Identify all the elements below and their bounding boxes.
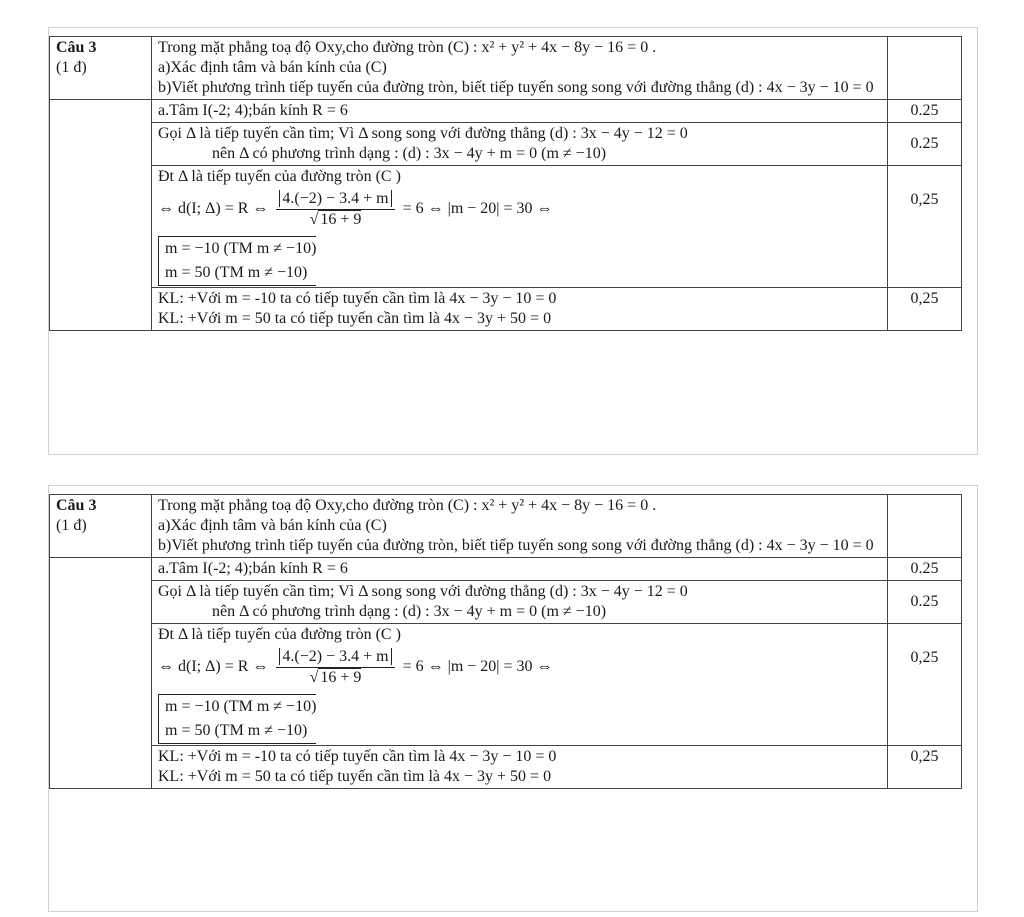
step1-row [50, 123, 962, 166]
question-intro: Trong mặt phẳng toạ độ Oxy,cho đường tròn (C) : x² + y² + 4x − 8y − 16 = 0 . [158, 497, 657, 514]
step2-post: = 6 ⇔ |m − 20| = 30 ⇔ [402, 658, 553, 676]
conclusion-line2: KL: +Với m = 50 ta có tiếp tuyến cần tìm là 4x − 3y + 50 = 0 [158, 310, 552, 327]
step1-cell [152, 123, 888, 166]
step2-row [50, 624, 962, 746]
case-1: m = −10 (TM m ≠ −10) [165, 240, 317, 257]
step2-points: 0,25 [888, 624, 962, 746]
question-points: (1 đ) [56, 517, 87, 534]
answer-a-row [50, 100, 962, 123]
conclusion-points: 0,25 [888, 746, 962, 789]
question-title: Câu 3 [56, 39, 97, 56]
step2-line1: Đt Δ là tiếp tuyến của đường tròn (C ) [158, 168, 401, 185]
conclusion-row [50, 288, 962, 331]
answer-a-row [50, 558, 962, 581]
empty-label-cell [50, 558, 152, 789]
question-row [50, 37, 962, 100]
step2-cell [152, 166, 888, 288]
distance-fraction: $\frac{4.(-2) - 3.4 + m}{√ 16 + 9}$ [276, 647, 394, 688]
question-points-cell [888, 37, 962, 100]
answer-a-points: 0.25 [888, 558, 962, 581]
fraction-numerator: 4.(−2) − 3.4 + m [279, 190, 391, 207]
case-1: m = −10 (TM m ≠ −10) [165, 698, 317, 715]
conclusion-line2: KL: +Với m = 50 ta có tiếp tuyến cần tìm là 4x − 3y + 50 = 0 [158, 768, 552, 785]
question-row [50, 495, 962, 558]
step1-line1: Gọi Δ là tiếp tuyến cần tìm; Vì Δ song song với đường thẳng (d) : 3x − 4y − 12 = 0 [158, 125, 688, 142]
question-part-a: a)Xác định tâm và bán kính của (C) [158, 517, 387, 534]
answer-a-points: 0.25 [888, 100, 962, 123]
step2-row [50, 166, 962, 288]
step2-pre: ⇔ d(I; Δ) = R ⇔ [158, 200, 269, 218]
step1-points: 0.25 [888, 581, 962, 624]
question-points: (1 đ) [56, 59, 87, 76]
question-points-cell [888, 495, 962, 558]
fraction-denominator: 16 + 9 [320, 211, 362, 228]
case-2: m = 50 (TM m ≠ −10) [165, 264, 308, 281]
case-brace [158, 694, 316, 744]
step1-line2: nên Δ có phương trình dạng : (d) : 3x − 4y + m = 0 (m ≠ −10) [212, 603, 607, 620]
answer-panel-top [48, 27, 978, 455]
step1-cell [152, 581, 888, 624]
conclusion-cell [152, 288, 888, 331]
answer-a-text: a.Tâm I(-2; 4);bán kính R = 6 [152, 100, 888, 123]
question-title: Câu 3 [56, 497, 97, 514]
step1-line1: Gọi Δ là tiếp tuyến cần tìm; Vì Δ song song với đường thẳng (d) : 3x − 4y − 12 = 0 [158, 583, 688, 600]
case-2: m = 50 (TM m ≠ −10) [165, 722, 308, 739]
question-intro: Trong mặt phẳng toạ độ Oxy,cho đường tròn (C) : x² + y² + 4x − 8y − 16 = 0 . [158, 39, 657, 56]
conclusion-cell [152, 746, 888, 789]
step2-points: 0,25 [888, 166, 962, 288]
conclusion-line1: KL: +Với m = -10 ta có tiếp tuyến cần tìm là 4x − 3y − 10 = 0 [158, 290, 557, 307]
conclusion-row [50, 746, 962, 789]
step1-points: 0.25 [888, 123, 962, 166]
question-label-cell [50, 37, 152, 100]
fraction-denominator: 16 + 9 [320, 669, 362, 686]
answer-table [49, 494, 962, 789]
answer-table [49, 36, 962, 331]
step2-equation [158, 189, 881, 230]
step1-row [50, 581, 962, 624]
step2-post: = 6 ⇔ |m − 20| = 30 ⇔ [402, 200, 553, 218]
question-part-a: a)Xác định tâm và bán kính của (C) [158, 59, 387, 76]
question-part-b: b)Viết phương trình tiếp tuyến của đường tròn, biết tiếp tuyến song song với đường thẳng (d) : 4x − 3y − 10 = 0 [158, 79, 874, 96]
question-text-cell [152, 37, 888, 100]
answer-panel-bottom [48, 485, 978, 912]
fraction-numerator: 4.(−2) − 3.4 + m [279, 648, 391, 665]
answer-a-text: a.Tâm I(-2; 4);bán kính R = 6 [152, 558, 888, 581]
step2-cell [152, 624, 888, 746]
step2-line1: Đt Δ là tiếp tuyến của đường tròn (C ) [158, 626, 401, 643]
question-text-cell [152, 495, 888, 558]
conclusion-line1: KL: +Với m = -10 ta có tiếp tuyến cần tìm là 4x − 3y − 10 = 0 [158, 748, 557, 765]
distance-fraction: $\frac{4.(-2) - 3.4 + m}{√ 16 + 9}$ [276, 189, 394, 230]
case-brace [158, 236, 316, 286]
question-part-b: b)Viết phương trình tiếp tuyến của đường tròn, biết tiếp tuyến song song với đường thẳng (d) : 4x − 3y − 10 = 0 [158, 537, 874, 554]
step1-line2: nên Δ có phương trình dạng : (d) : 3x − 4y + m = 0 (m ≠ −10) [212, 145, 607, 162]
conclusion-points: 0,25 [888, 288, 962, 331]
question-label-cell [50, 495, 152, 558]
empty-label-cell [50, 100, 152, 331]
step2-equation [158, 647, 881, 688]
step2-pre: ⇔ d(I; Δ) = R ⇔ [158, 658, 269, 676]
